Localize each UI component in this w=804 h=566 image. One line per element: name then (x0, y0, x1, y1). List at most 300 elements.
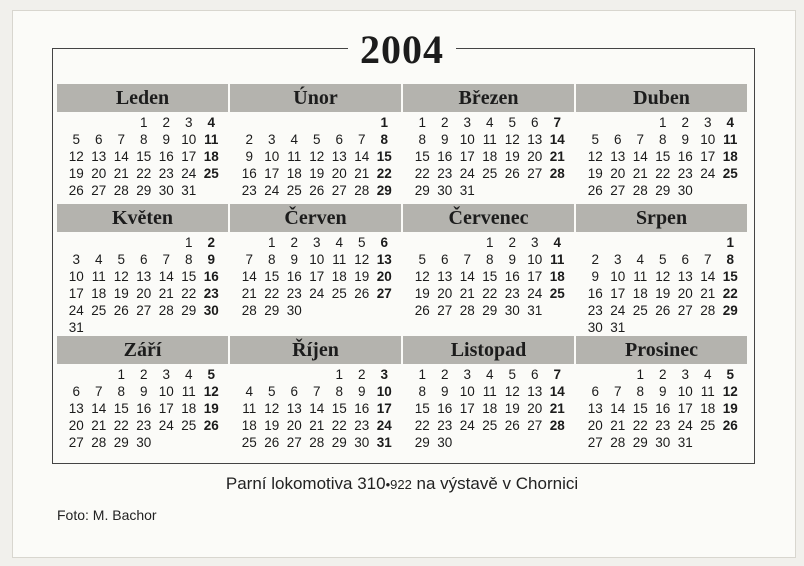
day-number: 6 (440, 252, 449, 267)
day-number: 15 (113, 401, 129, 416)
day-number: 12 (504, 132, 520, 147)
day-number: 1 (418, 367, 426, 382)
day-number: 30 (655, 435, 671, 450)
day-number: 4 (726, 115, 734, 130)
day-number: 28 (241, 303, 257, 318)
day-number: 28 (309, 435, 325, 450)
day-number: 19 (309, 166, 325, 181)
day-number: 18 (241, 418, 257, 433)
empty-day-cell (238, 114, 261, 131)
day-number: 23 (655, 418, 671, 433)
month-days (576, 232, 747, 336)
day-number: 3 (681, 367, 689, 382)
day-number: 29 (632, 435, 648, 450)
empty-day-cell (434, 234, 457, 251)
day-number: 20 (677, 286, 693, 301)
empty-day-cell (65, 114, 88, 131)
day-number: 11 (482, 132, 497, 147)
empty-day-cell (88, 366, 111, 383)
day-number: 22 (655, 166, 671, 181)
month-days (230, 364, 401, 451)
day-number: 10 (309, 252, 325, 267)
month-block (57, 336, 228, 456)
day-number: 19 (587, 166, 603, 181)
day-number: 1 (267, 235, 276, 250)
day-number: 2 (440, 367, 449, 382)
month-days (403, 232, 574, 319)
day-number: 7 (94, 384, 103, 399)
day-number: 22 (414, 166, 430, 181)
day-number: 21 (700, 286, 716, 301)
day-number: 24 (459, 166, 475, 181)
empty-day-cell (261, 114, 284, 131)
day-number: 19 (354, 269, 370, 284)
month-name: Červenec (403, 204, 574, 232)
day-number: 13 (527, 132, 543, 147)
day-number: 9 (139, 384, 148, 399)
day-number: 20 (610, 166, 626, 181)
day-number: 10 (459, 132, 475, 147)
day-number: 25 (549, 286, 565, 301)
photo-credit: Foto: M. Bachor (57, 507, 157, 523)
month-days (230, 232, 401, 319)
month-name: Únor (230, 84, 401, 112)
day-number: 2 (162, 115, 170, 130)
day-number: 5 (508, 115, 516, 130)
month-days (403, 112, 574, 199)
day-number: 7 (357, 132, 366, 147)
day-number: 11 (482, 384, 497, 399)
empty-day-cell (652, 234, 675, 251)
day-number: 10 (677, 384, 693, 399)
day-number: 22 (113, 418, 129, 433)
month-block (57, 84, 228, 204)
day-number: 24 (68, 303, 84, 318)
day-number: 13 (286, 401, 302, 416)
day-number: 28 (354, 183, 370, 198)
empty-day-cell (674, 234, 697, 251)
day-number: 12 (504, 384, 520, 399)
month-name: Duben (576, 84, 747, 112)
day-number: 10 (181, 132, 197, 147)
day-number: 16 (286, 269, 302, 284)
day-number: 31 (376, 435, 392, 450)
day-number: 13 (91, 149, 107, 164)
day-number: 8 (485, 252, 494, 267)
day-number: 16 (136, 401, 152, 416)
day-number: 26 (587, 183, 603, 198)
day-number: 25 (241, 435, 257, 450)
day-number: 7 (703, 252, 712, 267)
day-number: 14 (113, 149, 129, 164)
day-number: 10 (158, 384, 174, 399)
day-number: 26 (655, 303, 671, 318)
day-number: 17 (68, 286, 84, 301)
day-number: 7 (636, 132, 644, 147)
empty-day-cell (306, 114, 329, 131)
day-number: 25 (181, 418, 197, 433)
empty-day-cell (697, 234, 720, 251)
day-number: 11 (700, 384, 715, 399)
day-number: 11 (242, 401, 257, 416)
month-name: Srpen (576, 204, 747, 232)
empty-day-cell (88, 114, 111, 131)
day-number: 9 (357, 384, 366, 399)
day-number: 27 (91, 183, 107, 198)
caption-text-before: Parní lokomotiva 310 (225, 474, 386, 493)
day-number: 1 (139, 115, 148, 130)
day-number: 25 (632, 303, 648, 318)
day-number: 18 (181, 401, 197, 416)
empty-day-cell (283, 366, 306, 383)
day-number: 26 (309, 183, 325, 198)
day-number: 12 (354, 252, 370, 267)
day-number: 15 (632, 401, 648, 416)
day-number: 8 (658, 132, 667, 147)
day-number: 29 (264, 303, 280, 318)
day-number: 6 (139, 252, 148, 267)
day-number: 5 (207, 367, 215, 382)
day-number: 30 (504, 303, 520, 318)
month-block (403, 204, 574, 336)
day-number: 20 (68, 418, 84, 433)
day-number: 28 (549, 166, 565, 181)
day-number: 20 (91, 166, 107, 181)
empty-day-cell (261, 366, 284, 383)
day-number: 14 (549, 132, 565, 147)
day-number: 14 (459, 269, 475, 284)
day-number: 11 (633, 269, 648, 284)
empty-day-cell (328, 114, 351, 131)
day-number: 18 (549, 269, 565, 284)
day-number: 9 (591, 269, 599, 284)
day-number: 5 (117, 252, 125, 267)
day-number: 15 (655, 149, 671, 164)
day-number: 26 (203, 418, 219, 433)
day-number: 2 (357, 367, 366, 382)
day-number: 2 (139, 367, 148, 382)
day-number: 8 (335, 384, 343, 399)
day-number: 3 (184, 115, 193, 130)
day-number: 12 (655, 269, 671, 284)
month-block (230, 204, 401, 336)
day-number: 12 (203, 384, 219, 399)
day-number: 25 (700, 418, 716, 433)
day-number: 4 (485, 115, 494, 130)
day-number: 25 (286, 183, 302, 198)
day-number: 13 (677, 269, 693, 284)
day-number: 8 (267, 252, 276, 267)
day-number: 26 (722, 418, 738, 433)
day-number: 24 (376, 418, 392, 433)
month-days (576, 112, 747, 199)
day-number: 22 (722, 286, 738, 301)
empty-day-cell (607, 366, 630, 383)
day-number: 26 (414, 303, 430, 318)
day-number: 27 (376, 286, 392, 301)
day-number: 12 (264, 401, 280, 416)
day-number: 14 (354, 149, 370, 164)
day-number: 17 (264, 166, 280, 181)
empty-day-cell (629, 234, 652, 251)
day-number: 5 (72, 132, 80, 147)
empty-day-cell (584, 234, 607, 251)
day-number: 6 (72, 384, 80, 399)
day-number: 28 (610, 435, 626, 450)
day-number: 18 (700, 401, 716, 416)
day-number: 15 (136, 149, 152, 164)
day-number: 29 (376, 183, 392, 198)
empty-day-cell (155, 234, 178, 251)
day-number: 1 (485, 235, 494, 250)
empty-day-cell (110, 114, 133, 131)
day-number: 29 (414, 183, 430, 198)
month-block (576, 84, 747, 204)
day-number: 11 (287, 149, 302, 164)
day-number: 1 (658, 115, 667, 130)
day-number: 29 (113, 435, 129, 450)
day-number: 5 (267, 384, 276, 399)
day-number: 19 (504, 149, 520, 164)
month-days (57, 112, 228, 199)
day-number: 14 (158, 269, 174, 284)
day-number: 18 (331, 269, 347, 284)
day-number: 15 (376, 149, 392, 164)
day-number: 9 (290, 252, 298, 267)
day-number: 6 (94, 132, 103, 147)
day-number: 27 (437, 303, 453, 318)
month-block (230, 84, 401, 204)
day-number: 22 (482, 286, 498, 301)
month-days (57, 364, 228, 451)
day-number: 14 (700, 269, 716, 284)
day-number: 20 (376, 269, 392, 284)
day-number: 8 (139, 132, 148, 147)
month-block (576, 336, 747, 456)
day-number: 5 (418, 252, 426, 267)
day-number: 20 (136, 286, 152, 301)
day-number: 5 (591, 132, 599, 147)
day-number: 30 (203, 303, 219, 318)
day-number: 18 (482, 149, 498, 164)
day-number: 1 (726, 235, 734, 250)
day-number: 8 (418, 384, 426, 399)
day-number: 16 (437, 149, 453, 164)
day-number: 21 (354, 166, 370, 181)
empty-day-cell (133, 234, 156, 251)
day-number: 8 (636, 384, 644, 399)
day-number: 10 (700, 132, 716, 147)
day-number: 5 (357, 235, 366, 250)
day-number: 24 (181, 166, 197, 181)
day-number: 26 (504, 166, 520, 181)
caption-text-after: na výstavě v Chornici (411, 474, 579, 493)
day-number: 14 (91, 401, 107, 416)
month-days (230, 112, 401, 199)
empty-day-cell (607, 234, 630, 251)
day-number: 6 (530, 115, 539, 130)
day-number: 19 (655, 286, 671, 301)
empty-day-cell (411, 234, 434, 251)
day-number: 9 (508, 252, 516, 267)
month-name: Září (57, 336, 228, 364)
day-number: 2 (681, 115, 689, 130)
day-number: 7 (463, 252, 471, 267)
day-number: 18 (91, 286, 107, 301)
day-number: 25 (482, 166, 498, 181)
day-number: 21 (610, 418, 626, 433)
day-number: 6 (613, 132, 622, 147)
day-number: 21 (241, 286, 257, 301)
year-title: 2004 (348, 27, 456, 72)
day-number: 19 (203, 401, 219, 416)
day-number: 28 (700, 303, 716, 318)
day-number: 19 (113, 286, 129, 301)
day-number: 22 (264, 286, 280, 301)
day-number: 30 (136, 435, 152, 450)
day-number: 30 (286, 303, 302, 318)
day-number: 7 (117, 132, 125, 147)
month-days (57, 232, 228, 336)
day-number: 20 (587, 418, 603, 433)
day-number: 3 (312, 235, 321, 250)
day-number: 3 (267, 132, 276, 147)
day-number: 17 (610, 286, 626, 301)
day-number: 18 (286, 166, 302, 181)
day-number: 14 (549, 384, 565, 399)
empty-day-cell (584, 366, 607, 383)
day-number: 21 (309, 418, 325, 433)
empty-day-cell (238, 234, 261, 251)
month-name: Leden (57, 84, 228, 112)
day-number: 2 (290, 235, 298, 250)
day-number: 21 (549, 401, 565, 416)
day-number: 9 (440, 384, 449, 399)
day-number: 31 (68, 320, 84, 335)
month-block (57, 204, 228, 336)
day-number: 26 (504, 418, 520, 433)
day-number: 10 (264, 149, 280, 164)
day-number: 14 (632, 149, 648, 164)
day-number: 29 (414, 435, 430, 450)
day-number: 11 (550, 252, 565, 267)
day-number: 5 (726, 367, 734, 382)
day-number: 29 (181, 303, 197, 318)
day-number: 3 (530, 235, 539, 250)
day-number: 13 (68, 401, 84, 416)
day-number: 23 (286, 286, 302, 301)
day-number: 24 (677, 418, 693, 433)
month-days (576, 364, 747, 451)
day-number: 27 (587, 435, 603, 450)
empty-day-cell (351, 114, 374, 131)
day-number: 2 (658, 367, 667, 382)
day-number: 16 (354, 401, 370, 416)
day-number: 14 (309, 401, 325, 416)
day-number: 25 (203, 166, 219, 181)
empty-day-cell (65, 366, 88, 383)
day-number: 17 (459, 401, 475, 416)
day-number: 31 (610, 320, 626, 335)
day-number: 9 (162, 132, 170, 147)
day-number: 23 (136, 418, 152, 433)
day-number: 3 (463, 115, 471, 130)
month-block (403, 336, 574, 456)
day-number: 11 (723, 132, 738, 147)
empty-day-cell (283, 114, 306, 131)
day-number: 22 (632, 418, 648, 433)
day-number: 13 (437, 269, 453, 284)
day-number: 26 (354, 286, 370, 301)
day-number: 6 (591, 384, 599, 399)
day-number: 6 (335, 132, 343, 147)
day-number: 17 (527, 269, 543, 284)
day-number: 30 (587, 320, 603, 335)
month-name: Prosinec (576, 336, 747, 364)
day-number: 5 (312, 132, 321, 147)
day-number: 15 (414, 149, 430, 164)
day-number: 7 (162, 252, 170, 267)
month-name: Červen (230, 204, 401, 232)
day-number: 19 (722, 401, 738, 416)
day-number: 2 (245, 132, 253, 147)
day-number: 4 (636, 252, 644, 267)
day-number: 12 (587, 149, 603, 164)
day-number: 2 (440, 115, 449, 130)
day-number: 4 (335, 235, 343, 250)
day-number: 17 (376, 401, 392, 416)
day-number: 15 (264, 269, 280, 284)
day-number: 1 (636, 367, 644, 382)
month-block (403, 84, 574, 204)
day-number: 15 (331, 401, 347, 416)
day-number: 30 (437, 435, 453, 450)
month-name: Říjen (230, 336, 401, 364)
day-number: 21 (549, 149, 565, 164)
day-number: 10 (527, 252, 543, 267)
day-number: 4 (553, 235, 561, 250)
day-number: 16 (677, 149, 693, 164)
day-number: 3 (463, 367, 471, 382)
day-number: 16 (504, 269, 520, 284)
day-number: 3 (613, 252, 622, 267)
day-number: 14 (241, 269, 257, 284)
day-number: 20 (527, 149, 543, 164)
empty-day-cell (584, 114, 607, 131)
day-number: 1 (184, 235, 193, 250)
day-number: 11 (204, 132, 219, 147)
day-number: 29 (655, 183, 671, 198)
empty-day-cell (306, 366, 329, 383)
day-number: 2 (508, 235, 516, 250)
day-number: 10 (459, 384, 475, 399)
day-number: 12 (414, 269, 430, 284)
day-number: 17 (309, 269, 325, 284)
day-number: 12 (309, 149, 325, 164)
day-number: 21 (158, 286, 174, 301)
day-number: 5 (508, 367, 516, 382)
day-number: 27 (677, 303, 693, 318)
day-number: 24 (700, 166, 716, 181)
day-number: 26 (264, 435, 280, 450)
day-number: 8 (418, 132, 426, 147)
day-number: 18 (482, 401, 498, 416)
day-number: 21 (113, 166, 129, 181)
day-number: 2 (591, 252, 599, 267)
day-number: 8 (184, 252, 193, 267)
day-number: 18 (632, 286, 648, 301)
day-number: 17 (158, 401, 174, 416)
